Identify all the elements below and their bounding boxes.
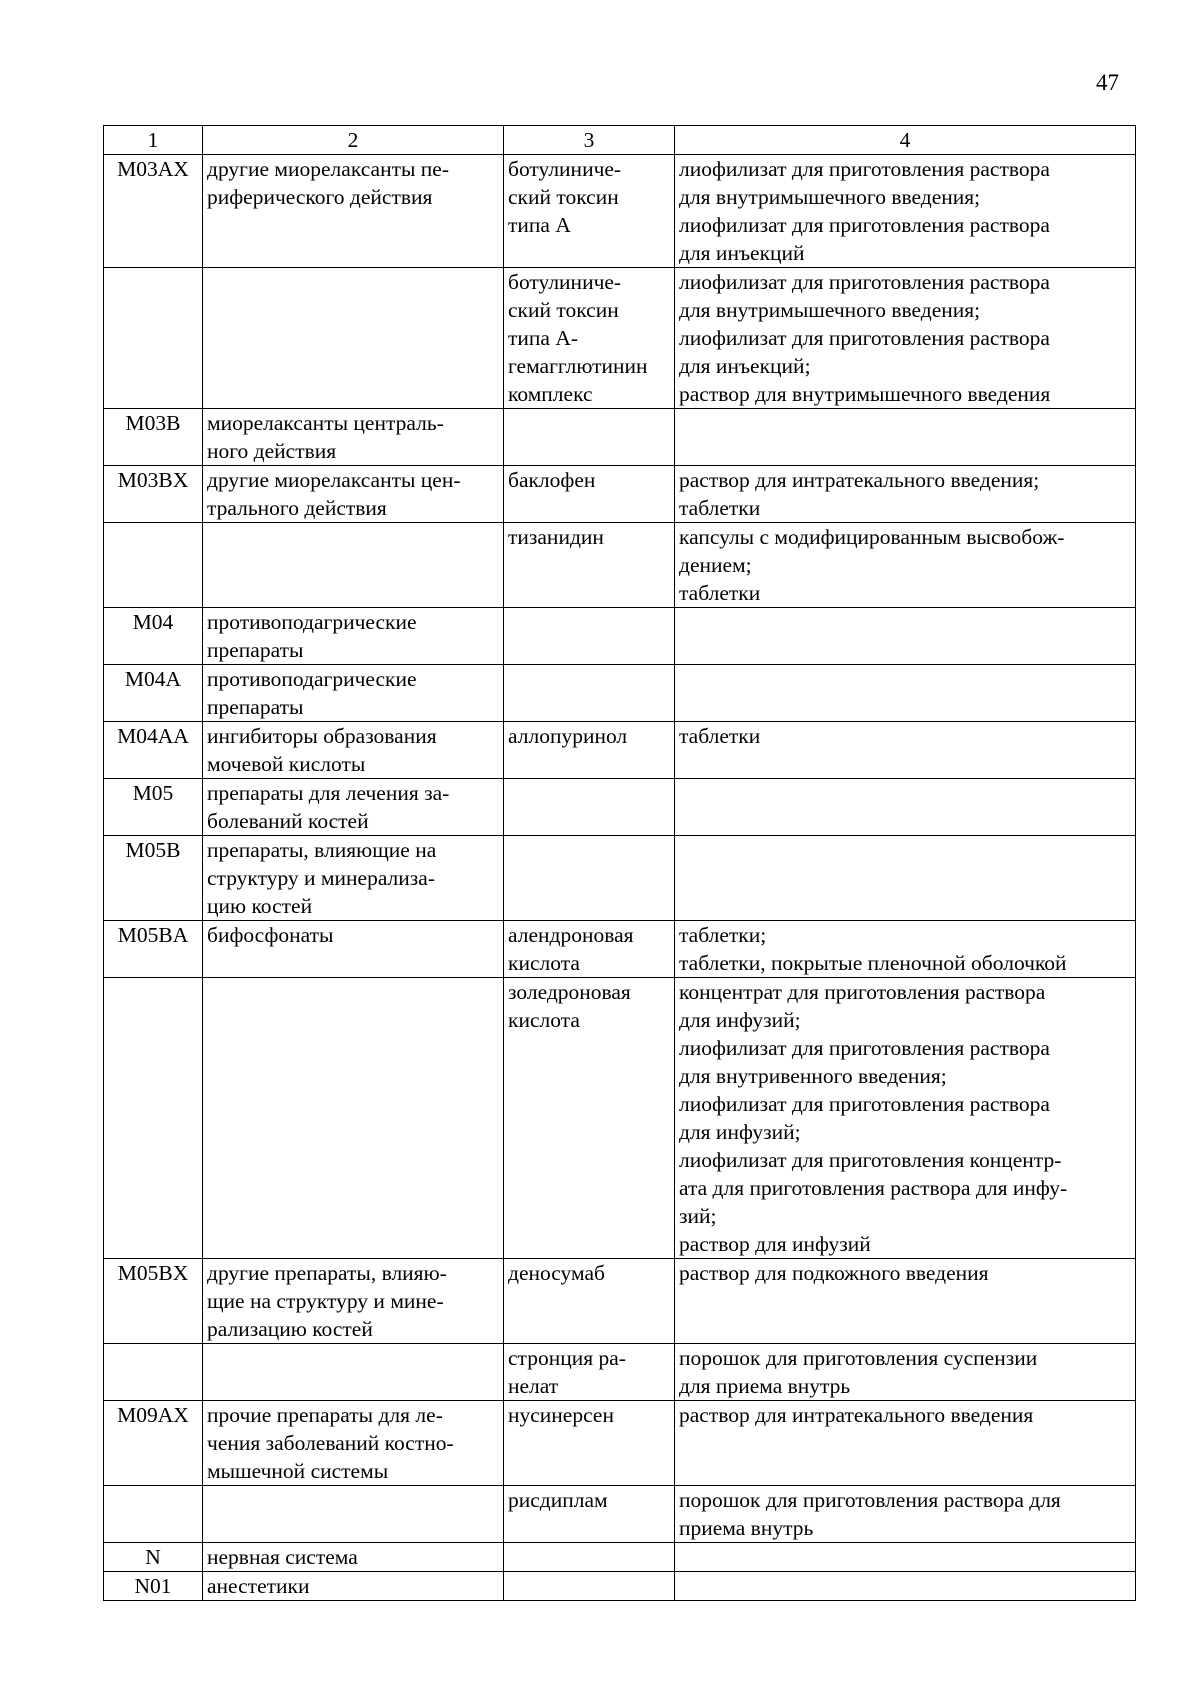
drug-name-cell bbox=[504, 608, 675, 665]
table-body bbox=[104, 155, 1136, 1601]
header-col-1: 1 bbox=[104, 126, 203, 155]
drug-name-cell bbox=[504, 1401, 675, 1486]
group-name-line: препараты bbox=[207, 695, 304, 719]
group-name-line: структуру и минерализа- bbox=[207, 866, 435, 890]
group-name-cell bbox=[203, 155, 504, 268]
table-row bbox=[104, 978, 1136, 1259]
drug-name-line: тизанидин bbox=[508, 525, 604, 549]
drug-name-line: гемагглютинин bbox=[508, 354, 648, 378]
group-name-cell bbox=[203, 722, 504, 779]
group-name-cell bbox=[203, 409, 504, 466]
group-name-line: чения заболеваний костно- bbox=[207, 1431, 454, 1455]
drug-name-line: нелат bbox=[508, 1374, 559, 1398]
dosage-forms-line: таблетки, покрытые пленочной оболочкой bbox=[679, 951, 1067, 975]
header-row bbox=[104, 126, 1136, 155]
group-name-line: другие миорелаксанты цен- bbox=[207, 468, 461, 492]
atc-code-cell: M03BX bbox=[104, 466, 203, 523]
atc-code-cell: M05BX bbox=[104, 1259, 203, 1344]
dosage-forms-line: лиофилизат для приготовления раствора bbox=[679, 1092, 1050, 1116]
dosage-forms-cell bbox=[675, 1344, 1136, 1401]
dosage-forms-line: зий; bbox=[679, 1204, 717, 1228]
group-name-line: препараты bbox=[207, 638, 304, 662]
drug-name-cell bbox=[504, 836, 675, 921]
drug-name-cell bbox=[504, 921, 675, 978]
group-name-line: мочевой кислоты bbox=[207, 752, 366, 776]
group-name-line: препараты для лечения за- bbox=[207, 781, 450, 805]
dosage-forms-line: таблетки bbox=[679, 496, 761, 520]
header-col-2: 2 bbox=[203, 126, 504, 155]
dosage-forms-line: таблетки bbox=[679, 724, 761, 748]
dosage-forms-cell bbox=[675, 978, 1136, 1259]
group-name-cell bbox=[203, 836, 504, 921]
atc-code-cell: N01 bbox=[104, 1572, 203, 1601]
header-col-3: 3 bbox=[504, 126, 675, 155]
drug-name-line: ский токсин bbox=[508, 185, 619, 209]
table-row bbox=[104, 1572, 1136, 1601]
drug-name-line: кислота bbox=[508, 1008, 580, 1032]
group-name-line: препараты, влияющие на bbox=[207, 838, 437, 862]
group-name-line: нервная система bbox=[207, 1545, 358, 1569]
table-row bbox=[104, 779, 1136, 836]
group-name-cell bbox=[203, 523, 504, 608]
group-name-cell bbox=[203, 1543, 504, 1572]
group-name-cell bbox=[203, 978, 504, 1259]
dosage-forms-cell bbox=[675, 1486, 1136, 1543]
dosage-forms-cell bbox=[675, 921, 1136, 978]
dosage-forms-line: лиофилизат для приготовления концентр- bbox=[679, 1148, 1062, 1172]
atc-code-cell: M04A bbox=[104, 665, 203, 722]
dosage-forms-line: раствор для интратекального введения bbox=[679, 1403, 1034, 1427]
dosage-forms-line: таблетки bbox=[679, 581, 761, 605]
group-name-line: болеваний костей bbox=[207, 809, 369, 833]
dosage-forms-line: для внутримышечного введения; bbox=[679, 185, 981, 209]
group-name-cell bbox=[203, 268, 504, 409]
drug-name-line: деносумаб bbox=[508, 1261, 605, 1285]
dosage-forms-line: лиофилизат для приготовления раствора bbox=[679, 157, 1050, 181]
group-name-line: ингибиторы образования bbox=[207, 724, 437, 748]
atc-code-cell: M05BA bbox=[104, 921, 203, 978]
atc-code-cell: M09AX bbox=[104, 1401, 203, 1486]
drug-name-cell bbox=[504, 978, 675, 1259]
drug-name-cell bbox=[504, 1572, 675, 1601]
table-row bbox=[104, 268, 1136, 409]
dosage-forms-line: для инъекций; bbox=[679, 354, 811, 378]
drug-name-line: золедроновая bbox=[508, 980, 631, 1004]
table-row bbox=[104, 466, 1136, 523]
group-name-line: щие на структуру и мине- bbox=[207, 1289, 444, 1313]
drug-name-line: аллопуринол bbox=[508, 724, 628, 748]
group-name-line: цию костей bbox=[207, 894, 313, 918]
table-row bbox=[104, 921, 1136, 978]
group-name-cell bbox=[203, 1486, 504, 1543]
table-row bbox=[104, 722, 1136, 779]
dosage-forms-cell bbox=[675, 608, 1136, 665]
dosage-forms-cell bbox=[675, 466, 1136, 523]
group-name-line: трального действия bbox=[207, 496, 387, 520]
table-row bbox=[104, 836, 1136, 921]
dosage-forms-line: раствор для инфузий bbox=[679, 1232, 871, 1256]
drug-name-line: типа А- bbox=[508, 326, 579, 350]
dosage-forms-cell bbox=[675, 1401, 1136, 1486]
dosage-forms-cell bbox=[675, 779, 1136, 836]
atc-code-cell: M04AA bbox=[104, 722, 203, 779]
drug-name-line: нусинерсен bbox=[508, 1403, 614, 1427]
table-header bbox=[104, 126, 1136, 155]
atc-code-cell bbox=[104, 1486, 203, 1543]
group-name-line: противоподагрические bbox=[207, 610, 417, 634]
group-name-line: мышечной системы bbox=[207, 1459, 389, 1483]
dosage-forms-line: лиофилизат для приготовления раствора bbox=[679, 326, 1050, 350]
drug-name-line: ботулиниче- bbox=[508, 270, 622, 294]
table-row bbox=[104, 1486, 1136, 1543]
drug-name-cell bbox=[504, 779, 675, 836]
table-row bbox=[104, 1344, 1136, 1401]
drug-name-cell bbox=[504, 155, 675, 268]
drug-name-line: рисдиплам bbox=[508, 1488, 608, 1512]
dosage-forms-line: лиофилизат для приготовления раствора bbox=[679, 213, 1050, 237]
dosage-forms-line: раствор для интратекального введения; bbox=[679, 468, 1040, 492]
atc-code-cell: M04 bbox=[104, 608, 203, 665]
table-row bbox=[104, 409, 1136, 466]
group-name-line: анестетики bbox=[207, 1574, 310, 1598]
drug-name-cell bbox=[504, 1344, 675, 1401]
dosage-forms-cell bbox=[675, 665, 1136, 722]
atc-code-cell: N bbox=[104, 1543, 203, 1572]
dosage-forms-line: порошок для приготовления раствора для bbox=[679, 1488, 1061, 1512]
dosage-forms-cell bbox=[675, 1572, 1136, 1601]
drug-name-cell bbox=[504, 1259, 675, 1344]
atc-code-cell bbox=[104, 523, 203, 608]
group-name-cell bbox=[203, 1344, 504, 1401]
group-name-line: риферического действия bbox=[207, 185, 433, 209]
dosage-forms-line: порошок для приготовления суспензии bbox=[679, 1346, 1038, 1370]
table-row bbox=[104, 608, 1136, 665]
atc-code-cell bbox=[104, 978, 203, 1259]
dosage-forms-line: концентрат для приготовления раствора bbox=[679, 980, 1046, 1004]
drug-name-line: кислота bbox=[508, 951, 580, 975]
group-name-line: миорелаксанты централь- bbox=[207, 411, 444, 435]
table-row bbox=[104, 665, 1136, 722]
dosage-forms-cell bbox=[675, 268, 1136, 409]
group-name-line: другие миорелаксанты пе- bbox=[207, 157, 450, 181]
dosage-forms-line: раствор для внутримышечного введения bbox=[679, 382, 1051, 406]
group-name-cell bbox=[203, 1401, 504, 1486]
drug-name-cell bbox=[504, 1486, 675, 1543]
dosage-forms-cell bbox=[675, 1543, 1136, 1572]
group-name-cell bbox=[203, 921, 504, 978]
dosage-forms-cell bbox=[675, 409, 1136, 466]
drug-name-line: баклофен bbox=[508, 468, 596, 492]
page-number: 47 bbox=[1096, 70, 1119, 95]
group-name-cell bbox=[203, 608, 504, 665]
header-col-4: 4 bbox=[675, 126, 1136, 155]
drug-name-line: стронция ра- bbox=[508, 1346, 626, 1370]
dosage-forms-cell bbox=[675, 836, 1136, 921]
table-row bbox=[104, 1401, 1136, 1486]
group-name-cell bbox=[203, 1572, 504, 1601]
drug-name-cell bbox=[504, 1543, 675, 1572]
atc-code-cell: M03AX bbox=[104, 155, 203, 268]
dosage-forms-cell bbox=[675, 155, 1136, 268]
dosage-forms-line: ата для приготовления раствора для инфу- bbox=[679, 1176, 1068, 1200]
drug-name-line: ботулиниче- bbox=[508, 157, 622, 181]
dosage-forms-line: лиофилизат для приготовления раствора bbox=[679, 270, 1050, 294]
atc-code-cell bbox=[104, 268, 203, 409]
drug-name-line: типа А bbox=[508, 213, 571, 237]
dosage-forms-line: приема внутрь bbox=[679, 1516, 814, 1540]
drug-name-line: ский токсин bbox=[508, 298, 619, 322]
group-name-line: противоподагрические bbox=[207, 667, 417, 691]
drug-name-line: алендроновая bbox=[508, 923, 634, 947]
table-row bbox=[104, 523, 1136, 608]
drug-name-cell bbox=[504, 268, 675, 409]
drug-name-cell bbox=[504, 665, 675, 722]
atc-code-cell bbox=[104, 1344, 203, 1401]
drug-name-cell bbox=[504, 523, 675, 608]
drug-name-cell bbox=[504, 409, 675, 466]
group-name-cell bbox=[203, 665, 504, 722]
dosage-forms-line: таблетки; bbox=[679, 923, 767, 947]
dosage-forms-line: капсулы с модифицированным высвобож- bbox=[679, 525, 1065, 549]
group-name-cell bbox=[203, 1259, 504, 1344]
group-name-line: другие препараты, влияю- bbox=[207, 1261, 447, 1285]
atc-code-cell: M03B bbox=[104, 409, 203, 466]
group-name-line: бифосфонаты bbox=[207, 923, 334, 947]
dosage-forms-cell bbox=[675, 1259, 1136, 1344]
group-name-cell bbox=[203, 779, 504, 836]
atc-code-cell: M05 bbox=[104, 779, 203, 836]
table-row bbox=[104, 1259, 1136, 1344]
dosage-forms-line: лиофилизат для приготовления раствора bbox=[679, 1036, 1050, 1060]
atc-code-cell: M05B bbox=[104, 836, 203, 921]
dosage-forms-line: для инфузий; bbox=[679, 1008, 801, 1032]
group-name-cell bbox=[203, 466, 504, 523]
dosage-forms-line: для инфузий; bbox=[679, 1120, 801, 1144]
drug-classification-table bbox=[103, 125, 1136, 1601]
dosage-forms-line: для внутривенного введения; bbox=[679, 1064, 947, 1088]
table-row bbox=[104, 155, 1136, 268]
dosage-forms-cell bbox=[675, 722, 1136, 779]
dosage-forms-line: для инъекций bbox=[679, 241, 805, 265]
table-row bbox=[104, 1543, 1136, 1572]
dosage-forms-line: дением; bbox=[679, 553, 752, 577]
drug-name-line: комплекс bbox=[508, 382, 593, 406]
dosage-forms-line: для внутримышечного введения; bbox=[679, 298, 981, 322]
dosage-forms-line: для приема внутрь bbox=[679, 1374, 851, 1398]
drug-name-cell bbox=[504, 722, 675, 779]
drug-name-cell bbox=[504, 466, 675, 523]
group-name-line: рализацию костей bbox=[207, 1317, 373, 1341]
dosage-forms-line: раствор для подкожного введения bbox=[679, 1261, 989, 1285]
dosage-forms-cell bbox=[675, 523, 1136, 608]
group-name-line: ного действия bbox=[207, 439, 337, 463]
group-name-line: прочие препараты для ле- bbox=[207, 1403, 443, 1427]
